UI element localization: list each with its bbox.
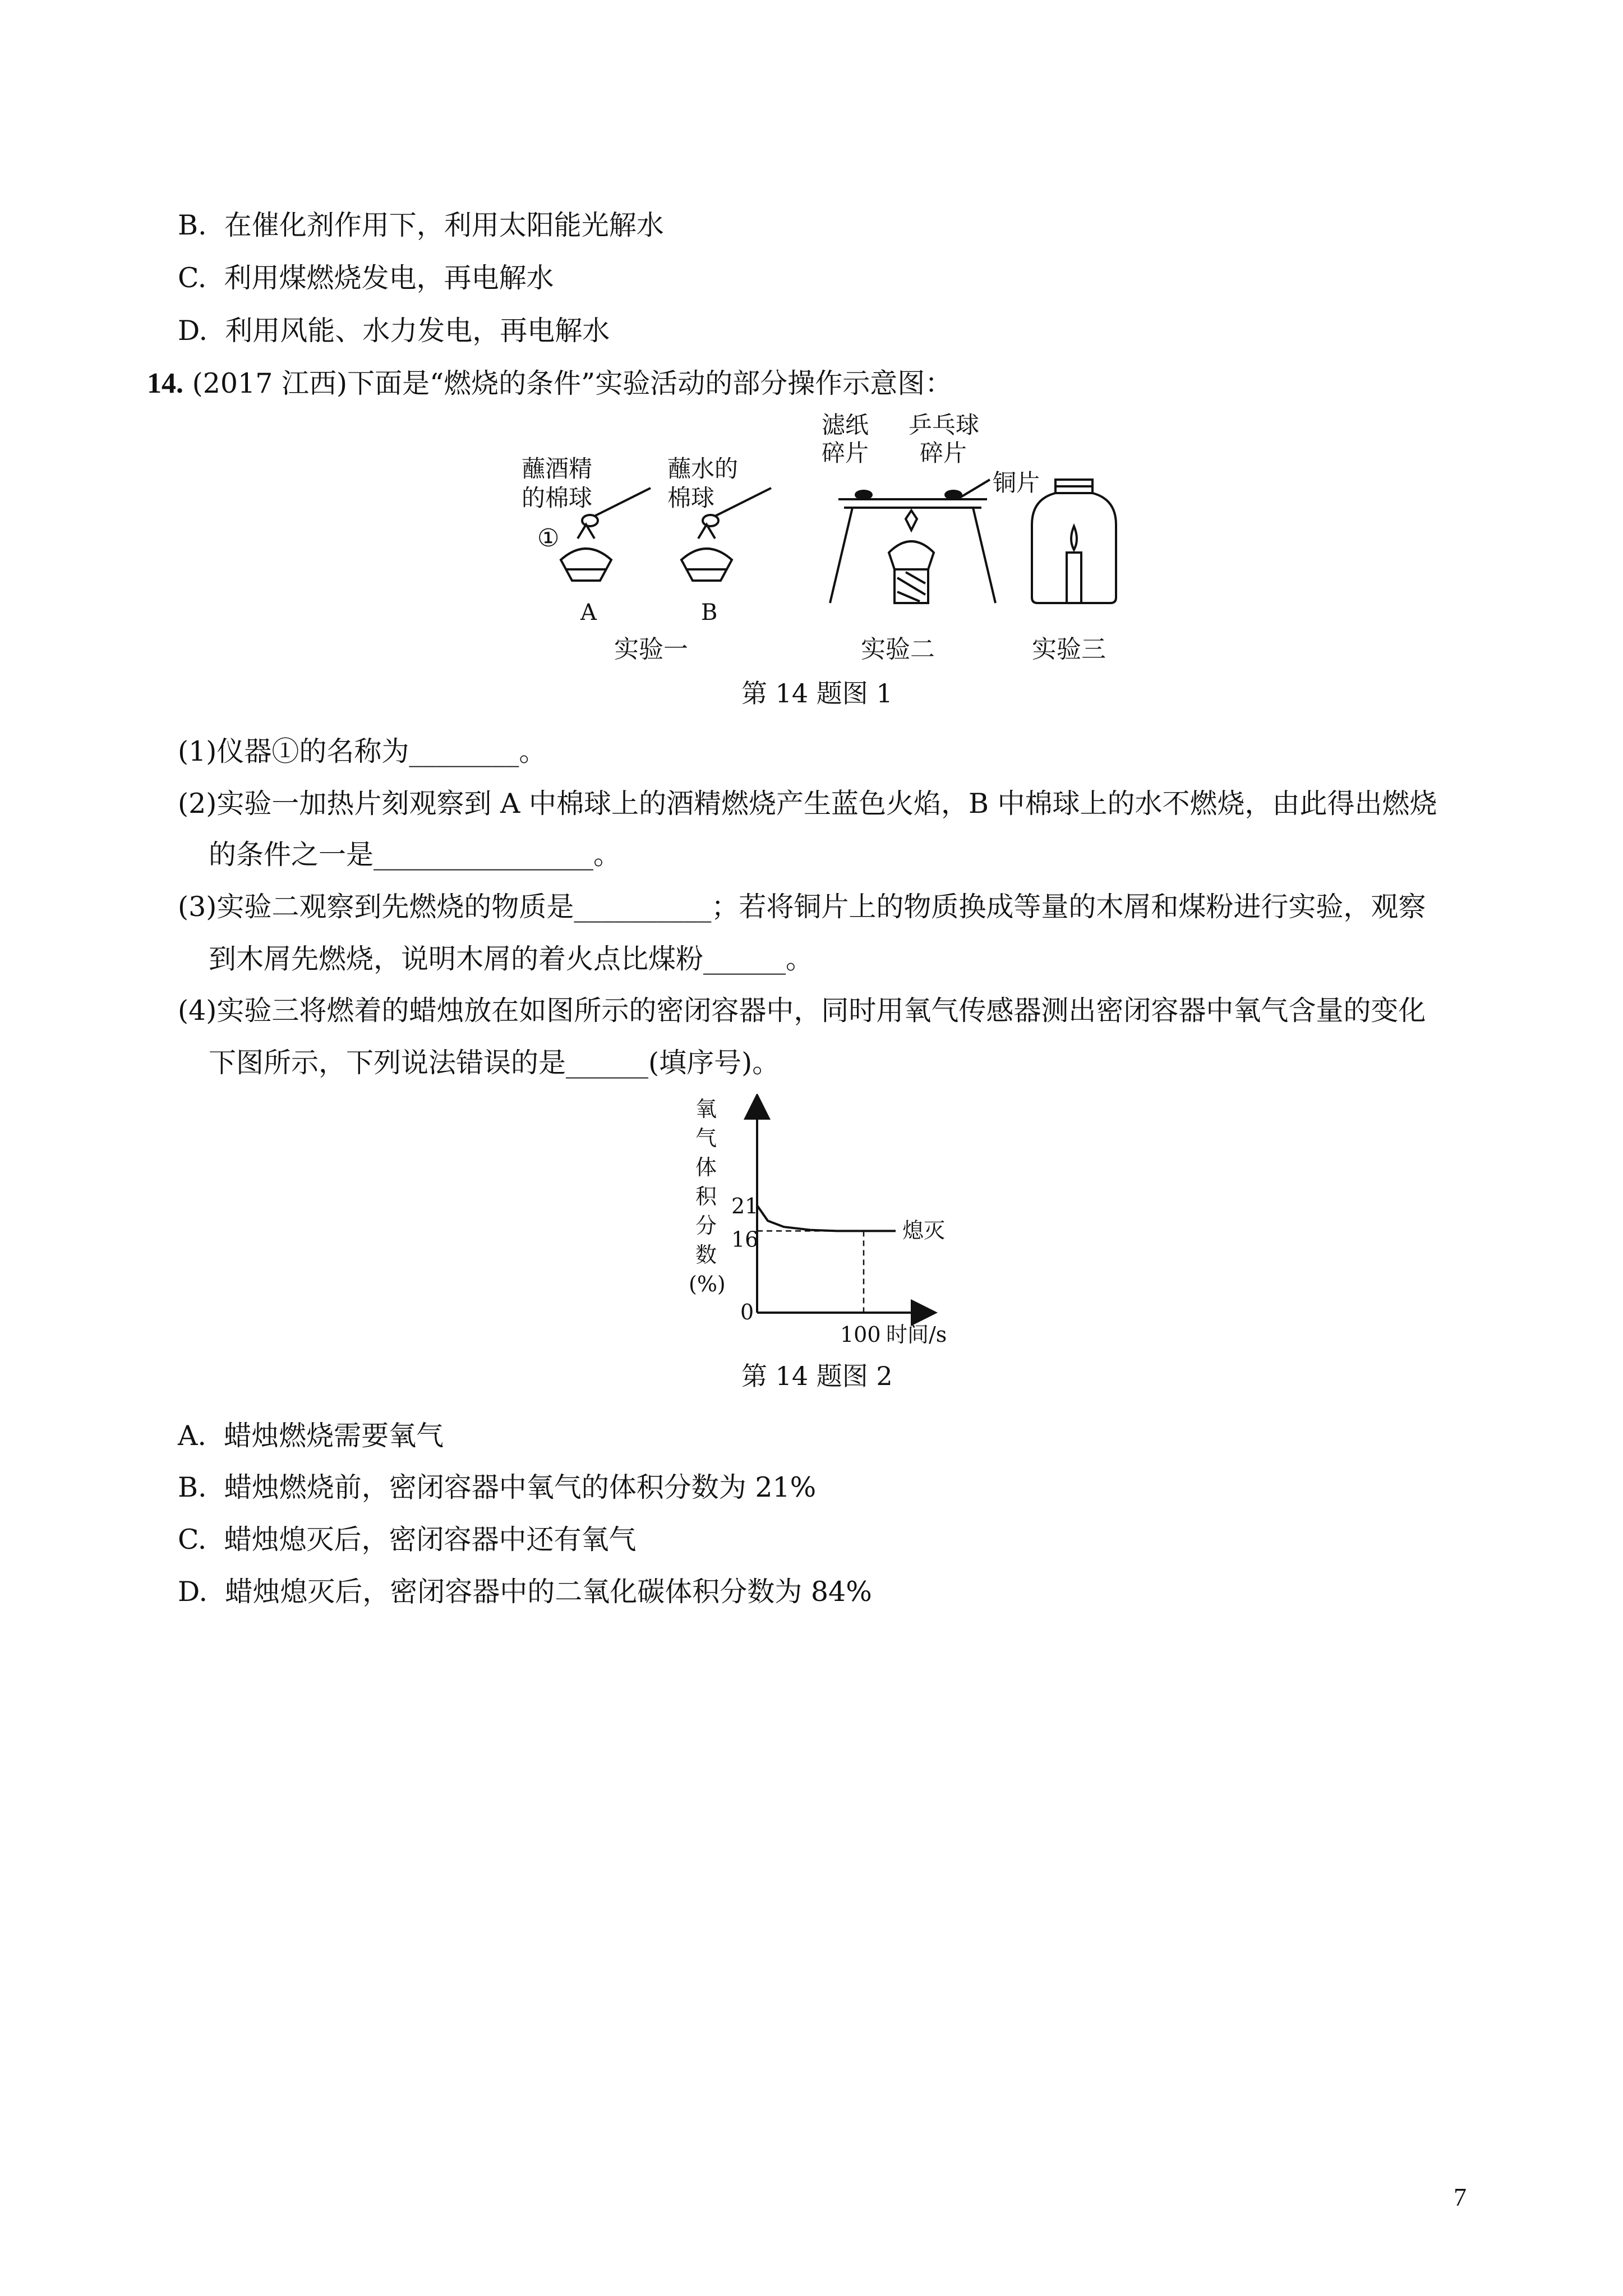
label-copper-sheet: 铜片 bbox=[993, 469, 1040, 496]
ylabel-char: 氧 bbox=[695, 1097, 717, 1121]
ylabel-char: 气 bbox=[695, 1126, 717, 1151]
sub-question-2-line-1: (2)实验一加热片刻观察到 A 中棉球上的酒精燃烧产生蓝色火焰，B 中棉球上的水不燃烧，由此得出燃烧 bbox=[178, 788, 1437, 820]
sub-question-1: (1)仪器①的名称为________。 bbox=[178, 735, 547, 767]
y-tick-21: 21 bbox=[731, 1193, 759, 1218]
oxygen-curve bbox=[757, 1205, 896, 1231]
sub-question-2-line-2: 的条件之一是________________。 bbox=[209, 839, 621, 871]
label-water-ball-1: 蘸水的 bbox=[667, 455, 739, 482]
chart-ylabel bbox=[689, 1097, 726, 1296]
y-tick-16: 16 bbox=[731, 1227, 759, 1252]
annotation-extinguish: 熄灭 bbox=[902, 1218, 946, 1243]
option-c-top: C. 利用煤燃烧发电，再电解水 bbox=[178, 262, 554, 294]
label-experiment-3: 实验三 bbox=[1032, 635, 1106, 664]
x-tick-100: 100 bbox=[840, 1322, 881, 1347]
question-number: 14. bbox=[147, 367, 183, 399]
figure-2-caption: 第 14 题图 2 bbox=[741, 1361, 893, 1391]
label-lamp-b: B bbox=[701, 600, 718, 625]
option-d: D. 蜡烛熄灭后，密闭容器中的二氧化碳体积分数为 84% bbox=[178, 1576, 872, 1608]
figure-1-caption: 第 14 题图 1 bbox=[741, 678, 893, 708]
ylabel-char: (%) bbox=[689, 1272, 726, 1296]
sub-question-4-line-2: 下图所示，下列说法错误的是______(填序号)。 bbox=[209, 1047, 780, 1079]
origin-label: 0 bbox=[740, 1300, 754, 1324]
ylabel-char: 体 bbox=[695, 1155, 717, 1180]
ylabel-char: 数 bbox=[695, 1243, 717, 1267]
label-experiment-1: 实验一 bbox=[614, 635, 688, 664]
option-b: B. 蜡烛燃烧前，密闭容器中氧气的体积分数为 21% bbox=[178, 1471, 817, 1503]
label-alcohol-ball-2: 的棉球 bbox=[522, 484, 593, 512]
sub-question-3-line-2: 到木屑先燃烧，说明木屑的着火点比煤粉______。 bbox=[209, 943, 814, 975]
option-d-top: D. 利用风能、水力发电，再电解水 bbox=[178, 315, 610, 347]
label-filter-paper-2: 碎片 bbox=[822, 439, 869, 467]
sealed-jar-candle-icon bbox=[1032, 480, 1116, 603]
sub-question-3-line-1: (3)实验二观察到先燃烧的物质是__________；若将铜片上的物质换成等量的木屑和煤粉进行实验，观察 bbox=[178, 891, 1426, 923]
option-c: C. 蜡烛熄灭后，密闭容器中还有氧气 bbox=[178, 1524, 637, 1556]
label-alcohol-ball-1: 蘸酒精 bbox=[522, 455, 593, 482]
tripod-burner-icon bbox=[830, 480, 995, 603]
option-b-top: B. 在催化剂作用下，利用太阳能光解水 bbox=[178, 209, 664, 241]
marker-circle-1: ① bbox=[537, 524, 560, 553]
page-number: 7 bbox=[1454, 2183, 1467, 2211]
label-water-ball-2: 棉球 bbox=[667, 484, 715, 512]
oxygen-chart bbox=[684, 1094, 965, 1352]
ylabel-char: 分 bbox=[695, 1213, 717, 1238]
ylabel-char: 积 bbox=[695, 1184, 717, 1209]
label-pingpong-1: 乒乓球 bbox=[909, 411, 980, 439]
label-lamp-a: A bbox=[580, 600, 597, 625]
option-a: A. 蜡烛燃烧需要氧气 bbox=[178, 1420, 444, 1452]
label-pingpong-2: 碎片 bbox=[920, 439, 967, 467]
sub-question-4-line-1: (4)实验三将燃着的蜡烛放在如图所示的密闭容器中，同时用氧气传感器测出密闭容器中氧气含量的变化 bbox=[178, 995, 1426, 1027]
figure-1-diagram bbox=[494, 409, 1138, 673]
x-axis-label: 时间/s bbox=[886, 1322, 947, 1347]
question-14-stem: 14. (2017 江西)下面是“燃烧的条件”实验活动的部分操作示意图： bbox=[147, 367, 953, 399]
label-experiment-2: 实验二 bbox=[861, 635, 935, 664]
label-filter-paper-1: 滤纸 bbox=[822, 411, 869, 439]
